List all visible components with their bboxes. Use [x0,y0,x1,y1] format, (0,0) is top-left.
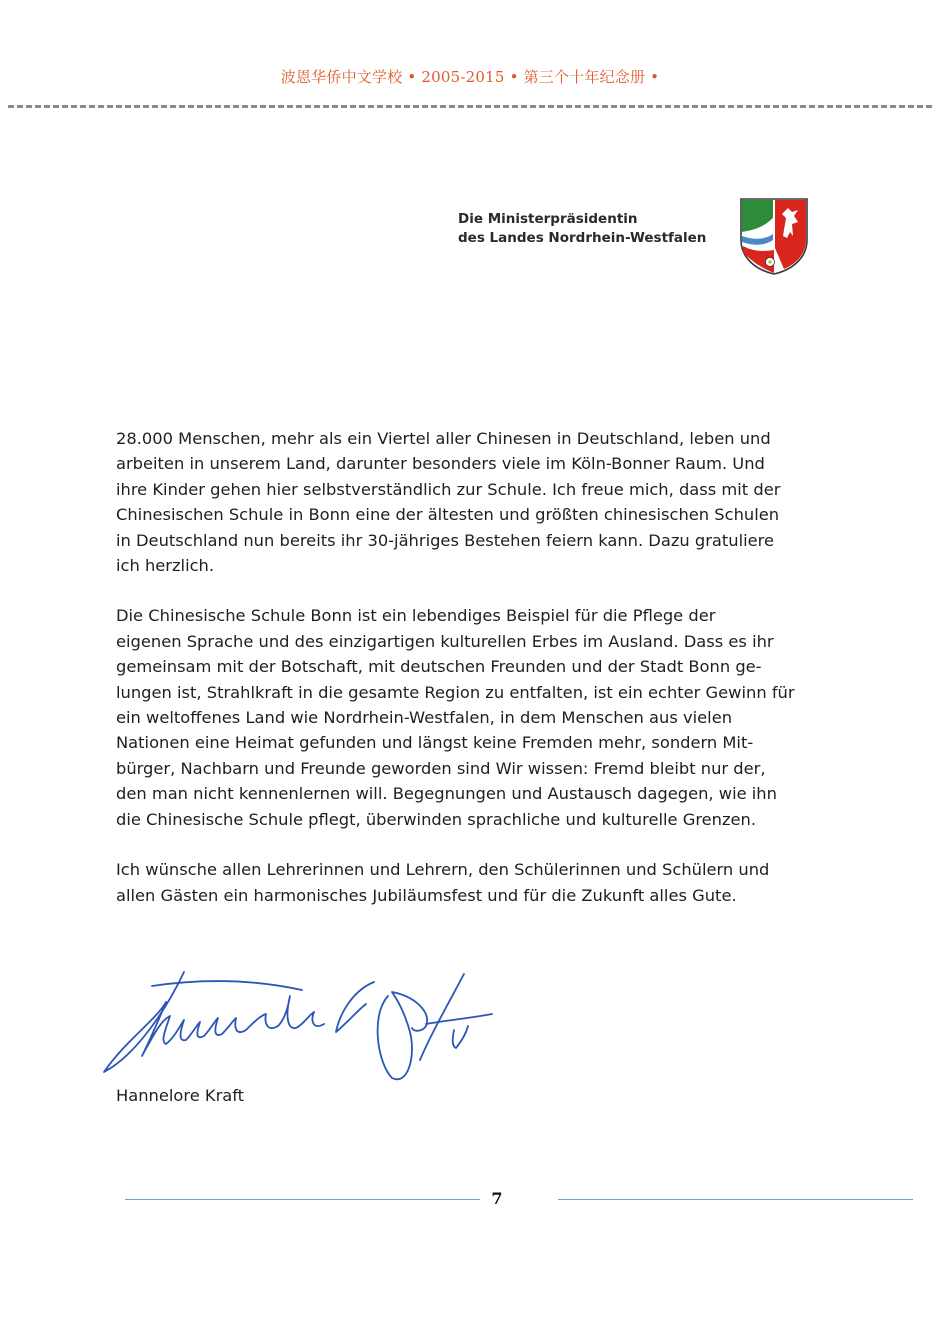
footer-divider-right [558,1199,913,1200]
text-line: gemeinsam mit der Botschaft, mit deutschen Freunden und der Stadt Bonn ge- [116,657,762,677]
footer-divider-left [125,1199,480,1200]
text-line: 28.000 Menschen, mehr als ein Viertel aller Chinesen in Deutschland, leben und [116,429,771,448]
letter-paragraph-2 [116,603,816,832]
signer-name: Hannelore Kraft [116,1086,245,1105]
text-line: Ich wünsche allen Lehrerinnen und Lehrern, den Schülerinnen und Schülern und [116,860,770,880]
nrw-coat-of-arms-icon [738,196,810,276]
text-line: ein weltoffenes Land wie Nordrhein-Westfalen, in dem Menschen aus vielen [116,708,733,728]
letter-paragraph-1 [116,426,816,578]
text-line: eigenen Sprache und des einzigartigen kulturellen Erbes im Ausland. Dass es ihr [116,631,774,651]
text-line: Die Chinesische Schule Bonn ist ein lebendiges Beispiel für die Pflege der [116,606,716,626]
letterhead-line-1: Die Ministerpräsidentin [458,211,638,227]
text-line: in Deutschland nun bereits ihr 30-jähriges Bestehen feiern kann. Dazu gratuliere [116,530,774,550]
letterhead-line-2: des Landes Nordrhein-Westfalen [458,230,707,246]
text-line: ich herzlich. [116,556,215,576]
handwritten-signature [96,960,516,1100]
text-line: Chinesischen Schule in Bonn eine der ältesten und größten chinesischen Schulen [116,505,780,525]
text-line: Nationen eine Heimat gefunden und längst keine Fremden mehr, sondern Mit- [116,733,754,753]
text-line: allen Gästen ein harmonisches Jubiläumsfest und für die Zukunft alles Gute. [116,885,737,905]
header-title: 波恩华侨中文学校 • 2005-2015 • 第三个十年纪念册 • [280,68,660,86]
text-line: lungen ist, Strahlkraft in die gesamte Region zu entfalten, ist ein echter Gewinn für [116,682,795,702]
text-line: ihre Kinder gehen hier selbstverständlich zur Schule. Ich freue mich, dass mit der [116,479,781,499]
text-line: bürger, Nachbarn und Freunde geworden sind Wir wissen: Fremd bleibt nur der, [116,758,766,778]
page-number: 7 [491,1189,503,1208]
text-line: arbeiten in unserem Land, darunter besonders viele im Köln-Bonner Raum. Und [116,454,765,474]
letterhead [458,210,706,248]
letter-paragraph-3 [116,857,816,908]
text-line: die Chinesische Schule pflegt, überwinden sprachliche und kulturelle Grenzen. [116,809,757,829]
letter-body [116,426,816,933]
header-divider [8,105,932,108]
text-line: den man nicht kennenlernen will. Begegnungen und Austausch dagegen, wie ihn [116,784,777,804]
